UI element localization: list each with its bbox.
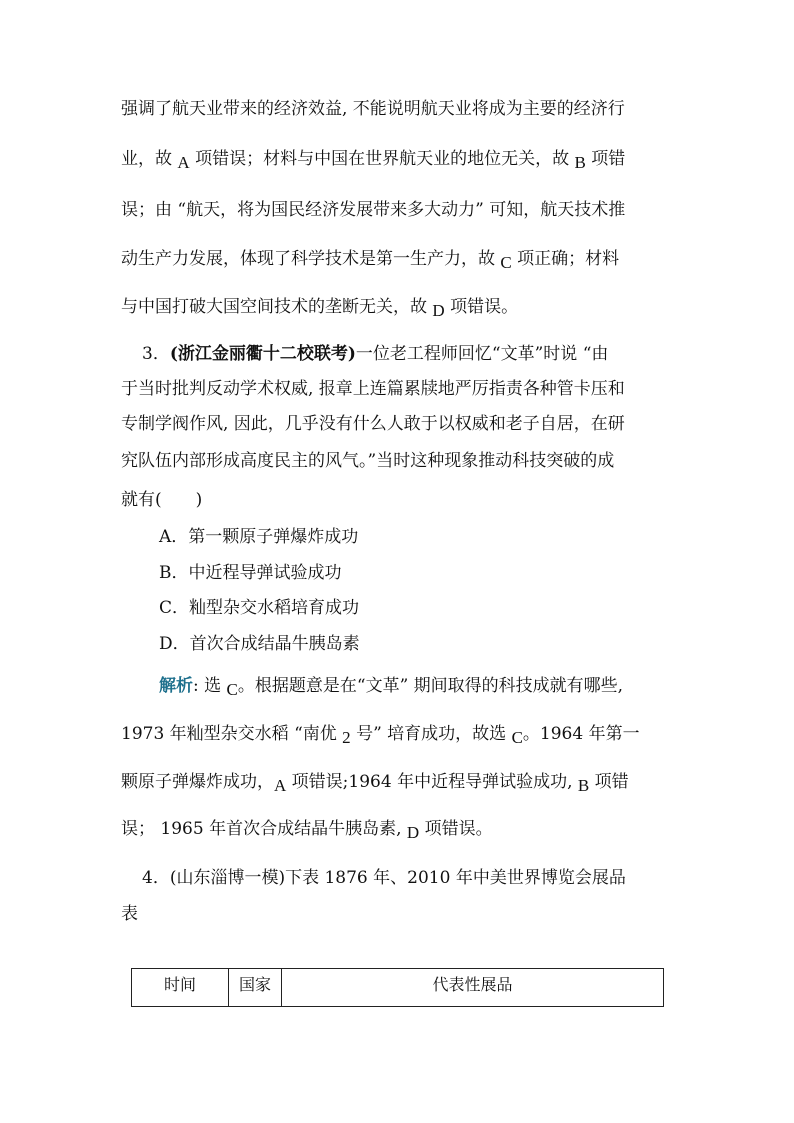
paragraph-line: 与中国打破大国空间技术的垄断无关，故 D 项错误。 <box>121 297 519 320</box>
paragraph-line: 于当时批判反动学术权威, 报章上连篇累牍地严厉指责各种管卡压和 <box>121 379 625 399</box>
analysis-line: 误； 1965 年首次合成结晶牛胰岛素, D 项错误。 <box>121 819 493 842</box>
paragraph-line: 动生产力发展，体现了科学技术是第一生产力，故 C 项正确；材料 <box>121 249 620 272</box>
table-header-cell: 时间 <box>132 969 229 1007</box>
analysis-line: 1973 年籼型杂交水稻 “南优 2 号” 培育成功，故选 C。1964 年第一 <box>121 724 640 747</box>
paragraph-line: 业，故 A 项错误；材料与中国在世界航天业的地位无关，故 B 项错 <box>121 149 626 172</box>
question-number: 3． <box>142 344 170 364</box>
question-4-stem: 4．(山东淄博一模)下表 1876 年、2010 年中美世界博览会展品 <box>142 868 626 888</box>
table-header-cell: 国家 <box>229 969 282 1007</box>
analysis-line: 颗原子弹爆炸成功，A 项错误;1964 年中近程导弹试验成功, B 项错 <box>121 772 629 795</box>
paragraph-line: 表 <box>121 904 138 924</box>
exhibit-table <box>131 968 664 1007</box>
analysis-line: 解析: 选 C。根据题意是在“文革” 期间取得的科技成就有哪些, <box>159 676 624 699</box>
paragraph-line: 专制学阀作风, 因此，几乎没有什么人敢于以权威和老子自居，在研 <box>121 414 625 434</box>
option-d: D．首次合成结晶牛胰岛素 <box>159 634 360 654</box>
paragraph-line: 究队伍内部形成高度民主的风气。”当时这种现象推动科技突破的成 <box>121 451 615 471</box>
option-a: A．第一颗原子弹爆炸成功 <box>159 527 359 547</box>
paragraph-line: 就有( ) <box>121 490 203 510</box>
question-source: (浙江金丽衢十二校联考) <box>169 344 356 364</box>
table-header-row <box>132 969 664 1007</box>
question-3-stem: 3．(浙江金丽衢十二校联考)一位老工程师回忆“文革”时说 “由 <box>142 344 609 364</box>
option-c: C．籼型杂交水稻培育成功 <box>159 598 360 618</box>
analysis-label: 解析 <box>159 676 193 696</box>
option-b: B．中近程导弹试验成功 <box>159 563 342 583</box>
table-header-cell: 代表性展品 <box>282 969 664 1007</box>
paragraph-line: 强调了航天业带来的经济效益, 不能说明航天业将成为主要的经济行 <box>121 99 625 119</box>
paragraph-line: 误；由 “航天，将为国民经济发展带来多大动力” 可知，航天技术推 <box>121 200 626 220</box>
